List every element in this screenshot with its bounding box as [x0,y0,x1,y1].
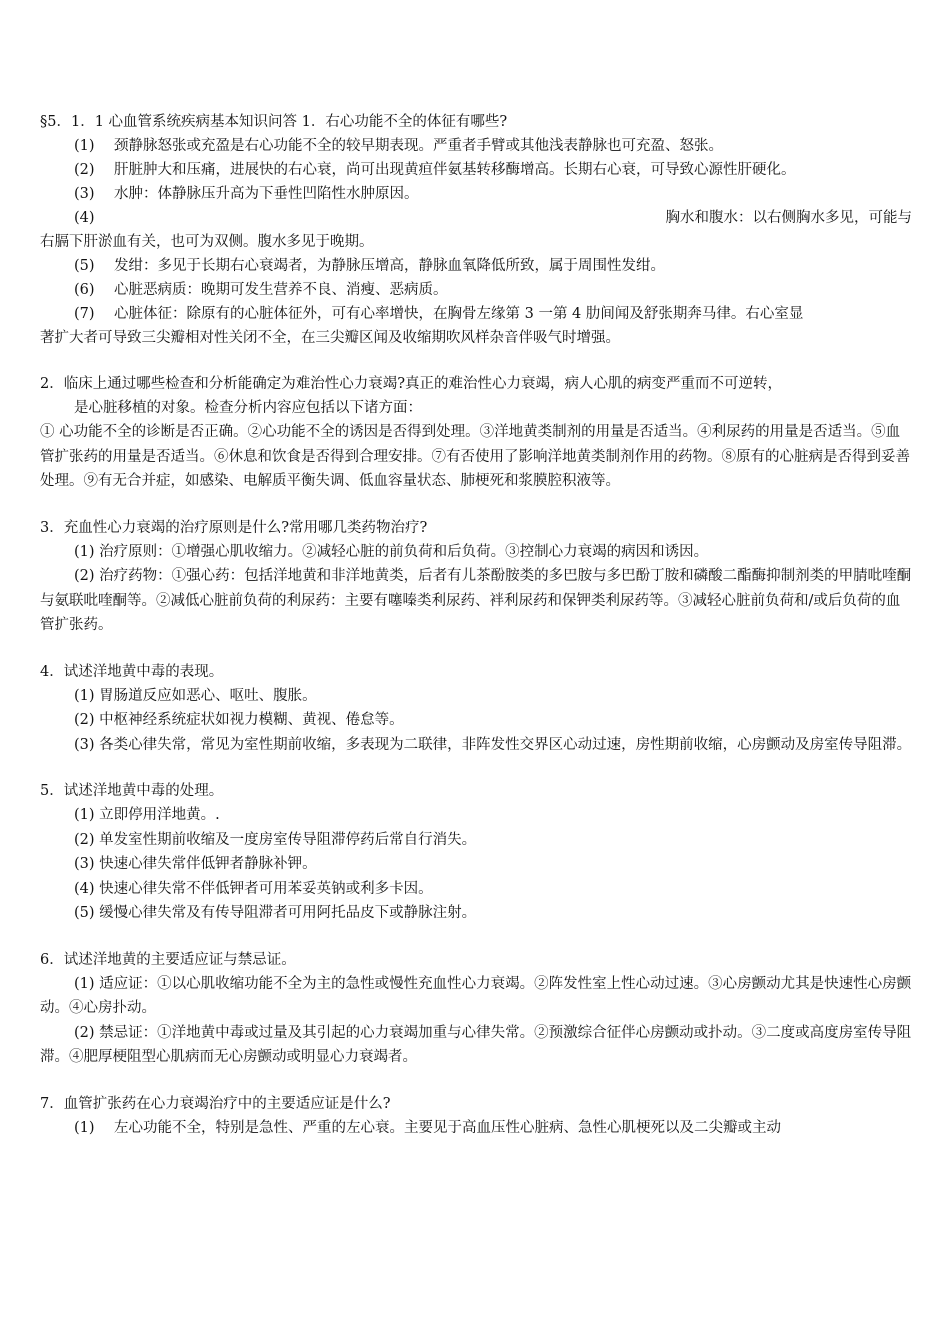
list-item [40,278,912,302]
item-continuation: 著扩大者可导致三尖瓣相对性关闭不全，在三尖瓣区闻及收缩期吹风样杂音伴吸气时增强。 [40,330,620,346]
item-text: 发绀：多见于长期右心衰竭者，为静脉压增高，静脉血氧降低所致，属于周围性发绀。 [114,258,665,274]
item-number: (1) [74,138,95,154]
paragraph: (2) 单发室性期前收缩及一度房室传导阻滞停药后常自行消失。 [74,831,477,848]
item-text: 左心功能不全，特别是急性、严重的左心衰。主要见于高血压性心脏病、急性心肌梗死以及二尖瓣或主动 [114,1119,781,1136]
paragraph: (2) 中枢神经系统症状如视力模糊、黄视、倦怠等。 [74,712,404,728]
document-page [40,110,912,1140]
list-item [40,1116,912,1140]
item-number: (1) [74,1119,95,1136]
item-number: (2) [74,162,95,178]
question-title-continuation: 是心脏移植的对象。检查分析内容应包括以下诸方面： [74,400,422,416]
paragraph: ① 心功能不全的诊断是否正确。②心功能不全的诱因是否得到处理。③洋地黄类制剂的用量是否适当。④利尿药的用量是否适当。⑤血管扩张药的用量是否适当。⑥休息和饮食是否得到合理安排。⑦有否使用了影响洋地黄类制剂作用的药物。⑧原有的心脏病是否得到妥善处理。⑨有无合并症，如感染、电解质平衡失调、低血容量状态、肺梗死和浆膜腔积液等。 [40,424,910,489]
paragraph: (3) 各类心律失常，常见为室性期前收缩，多表现为二联律，非阵发性交界区心动过速，房性期前收缩，心房颤动及房室传导阻滞。 [74,736,912,753]
question-title: 5．试述洋地黄中毒的处理。 [40,783,224,799]
item-text: 颈静脉怒张或充盈是右心功能不全的较早期表现。严重者手臂或其他浅表静脉也可充盈、怒张。 [114,138,723,154]
item-text: 胸水和腹水：以右侧胸水多见，可能与 [665,210,912,226]
section-heading: §5．1．1 心血管系统疾病基本知识问答 1．右心功能不全的体征有哪些? [40,114,508,130]
paragraph: (1) 立即停用洋地黄。. [74,807,220,823]
item-number: (5) [74,258,95,274]
paragraph: (2) 治疗药物：①强心药：包括洋地黄和非洋地黄类，后者有儿茶酚胺类的多巴胺与多巴酚丁胺和磷酸二酯酶抑制剂类的甲腈吡喹酮与氨联吡喹酮等。②减低心脏前负荷的利尿药：主要有噻嗪类利尿药、袢利尿药和保钾类利尿药等。③减轻心脏前负荷和/或后负荷的血管扩张药。 [40,568,912,633]
list-item [40,134,912,158]
question-title: 3．充血性心力衰竭的治疗原则是什么?常用哪几类药物治疗? [40,519,428,536]
paragraph: (3) 快速心律失常伴低钾者静脉补钾。 [74,856,317,872]
item-text: 水肿：体静脉压升高为下垂性凹陷性水肿原因。 [114,186,419,202]
paragraph: (1) 治疗原则：①增强心肌收缩力。②减轻心脏的前负荷和后负荷。③控制心力衰竭的病因和诱因。 [74,543,709,560]
question-title: 2．临床上通过哪些检查和分析能确定为难治性心力衰竭?真正的难治性心力衰竭，病人心肌的病变严重而不可逆转， [40,376,782,392]
item-text: 肝脏肿大和压痛，进展快的右心衰，尚可出现黄疸伴氨基转移酶增高。长期右心衰，可导致心源性肝硬化。 [114,162,796,178]
item-text: 心脏恶病质：晚期可发生营养不良、消瘦、恶病质。 [114,282,448,298]
item-number: (7) [74,306,95,322]
paragraph: (1) 适应证：①以心肌收缩功能不全为主的急性或慢性充血性心力衰竭。②阵发性室上性心动过速。③心房颤动尤其是快速性心房颤动。④心房扑动。 [40,975,912,1016]
item-text: 心脏体征：除原有的心脏体征外，可有心率增快，在胸骨左缘第 3 一第 4 肋间闻及舒张期奔马律。右心室显 [114,306,804,322]
item-number: (6) [74,282,95,298]
paragraph: (5) 缓慢心律失常及有传导阻滞者可用阿托品皮下或静脉注射。 [74,905,477,921]
list-item [40,302,912,326]
item-continuation: 右膈下肝淤血有关，也可为双侧。腹水多见于晚期。 [40,234,374,250]
item-number: (3) [74,186,95,202]
paragraph: (4) 快速心律失常不伴低钾者可用苯妥英钠或利多卡因。 [74,880,433,897]
list-item [40,254,912,278]
question-title: 7．血管扩张药在心力衰竭治疗中的主要适应证是什么? [40,1095,391,1112]
list-item [40,182,912,206]
paragraph: (1) 胃肠道反应如恶心、呕吐、腹胀。 [74,687,317,704]
question-title: 6．试述洋地黄的主要适应证与禁忌证。 [40,951,296,968]
item-number: (4) [74,210,95,226]
question-title: 4．试述洋地黄中毒的表现。 [40,663,224,680]
paragraph: (2) 禁忌证：①洋地黄中毒或过量及其引起的心力衰竭加重与心律失常。②预激综合征伴心房颤动或扑动。③二度或高度房室传导阻滞。④肥厚梗阻型心肌病而无心房颤动或明显心力衰竭者。 [40,1024,912,1065]
list-item [40,206,912,230]
list-item [40,158,912,182]
